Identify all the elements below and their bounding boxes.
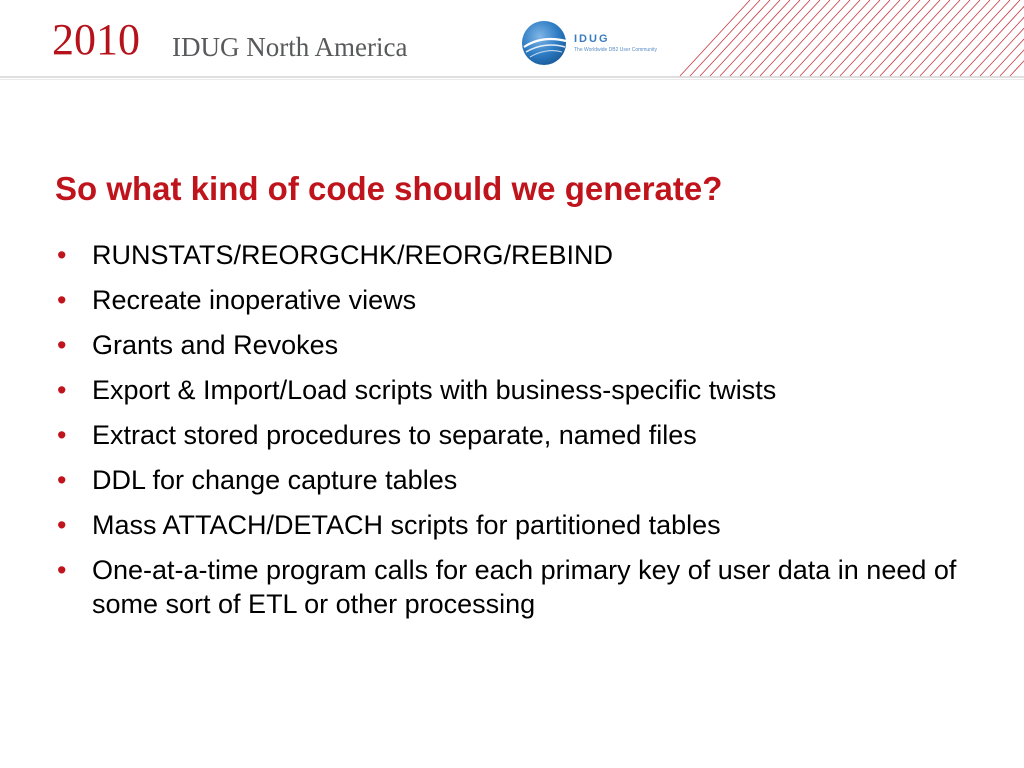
logo-wordmark: IDUG: [574, 33, 610, 45]
bullet-list: [55, 238, 985, 632]
hatch-line: [850, 0, 920, 76]
hatch-line: [860, 0, 930, 76]
bullet-text: Extract stored procedures to separate, named files: [92, 420, 697, 450]
bullet-dot-icon: •: [57, 285, 67, 315]
bullet-item: [55, 238, 985, 272]
bullet-text: One-at-a-time program calls for each primary key of user data in need of some sort of ETL or other processing: [92, 555, 957, 619]
hatch-line: [890, 0, 960, 76]
hatch-line: [690, 0, 760, 76]
hatch-line: [920, 0, 990, 76]
bullet-text: Mass ATTACH/DETACH scripts for partitioned tables: [92, 510, 721, 540]
bullet-dot-icon: •: [57, 420, 67, 450]
hatch-line: [830, 0, 900, 76]
bullet-text: DDL for change capture tables: [92, 465, 458, 495]
hatch-line: [930, 0, 1000, 76]
hatch-line: [1010, 0, 1024, 76]
hatch-line: [710, 0, 780, 76]
hatch-line: [820, 0, 890, 76]
header-hatch-decoration: [640, 0, 1024, 80]
bullet-item: [55, 328, 985, 362]
hatch-line: [880, 0, 950, 76]
bullet-item: [55, 508, 985, 542]
bullet-text: Grants and Revokes: [92, 330, 339, 360]
bullet-text: Recreate inoperative views: [92, 285, 417, 315]
hatch-line: [810, 0, 880, 76]
bullet-item: [55, 283, 985, 317]
hatch-line: [900, 0, 970, 76]
bullet-dot-icon: •: [57, 510, 67, 540]
logo-tagline: The Worldwide DB2 User Community: [574, 47, 657, 53]
bullet-item: [55, 553, 985, 621]
hatch-line: [940, 0, 1010, 76]
hatch-line: [720, 0, 790, 76]
bullet-item: [55, 463, 985, 497]
hatch-line: [760, 0, 830, 76]
header-year: 2010: [52, 15, 140, 64]
bullet-dot-icon: •: [57, 555, 67, 585]
header-rule: [0, 75, 1024, 81]
hatch-line: [740, 0, 810, 76]
bullet-dot-icon: •: [57, 465, 67, 495]
hatch-line: [910, 0, 980, 76]
slide-title: So what kind of code should we generate?: [55, 170, 723, 207]
bullet-text: Export & Import/Load scripts with business-specific twists: [92, 375, 777, 405]
hatch-line: [780, 0, 850, 76]
bullet-dot-icon: •: [57, 240, 67, 270]
hatch-line: [800, 0, 870, 76]
hatch-line: [680, 0, 750, 76]
bullet-item: [55, 418, 985, 452]
hatch-line: [770, 0, 840, 76]
hatch-line: [700, 0, 770, 76]
idug-globe-icon: [520, 19, 568, 67]
bullet-dot-icon: •: [57, 330, 67, 360]
hatch-line: [840, 0, 910, 76]
hatch-line: [870, 0, 940, 76]
bullet-text: RUNSTATS/REORGCHK/REORG/REBIND: [92, 240, 614, 270]
header-event-name: IDUG North America: [172, 32, 408, 62]
bullet-item: [55, 373, 985, 407]
hatch-line: [790, 0, 860, 76]
hatch-line: [730, 0, 800, 76]
slide-header: [0, 0, 1024, 82]
bullet-dot-icon: •: [57, 375, 67, 405]
hatch-line: [980, 0, 1024, 76]
hatch-line: [950, 0, 1020, 76]
hatch-line: [970, 0, 1024, 76]
hatch-line: [750, 0, 820, 76]
